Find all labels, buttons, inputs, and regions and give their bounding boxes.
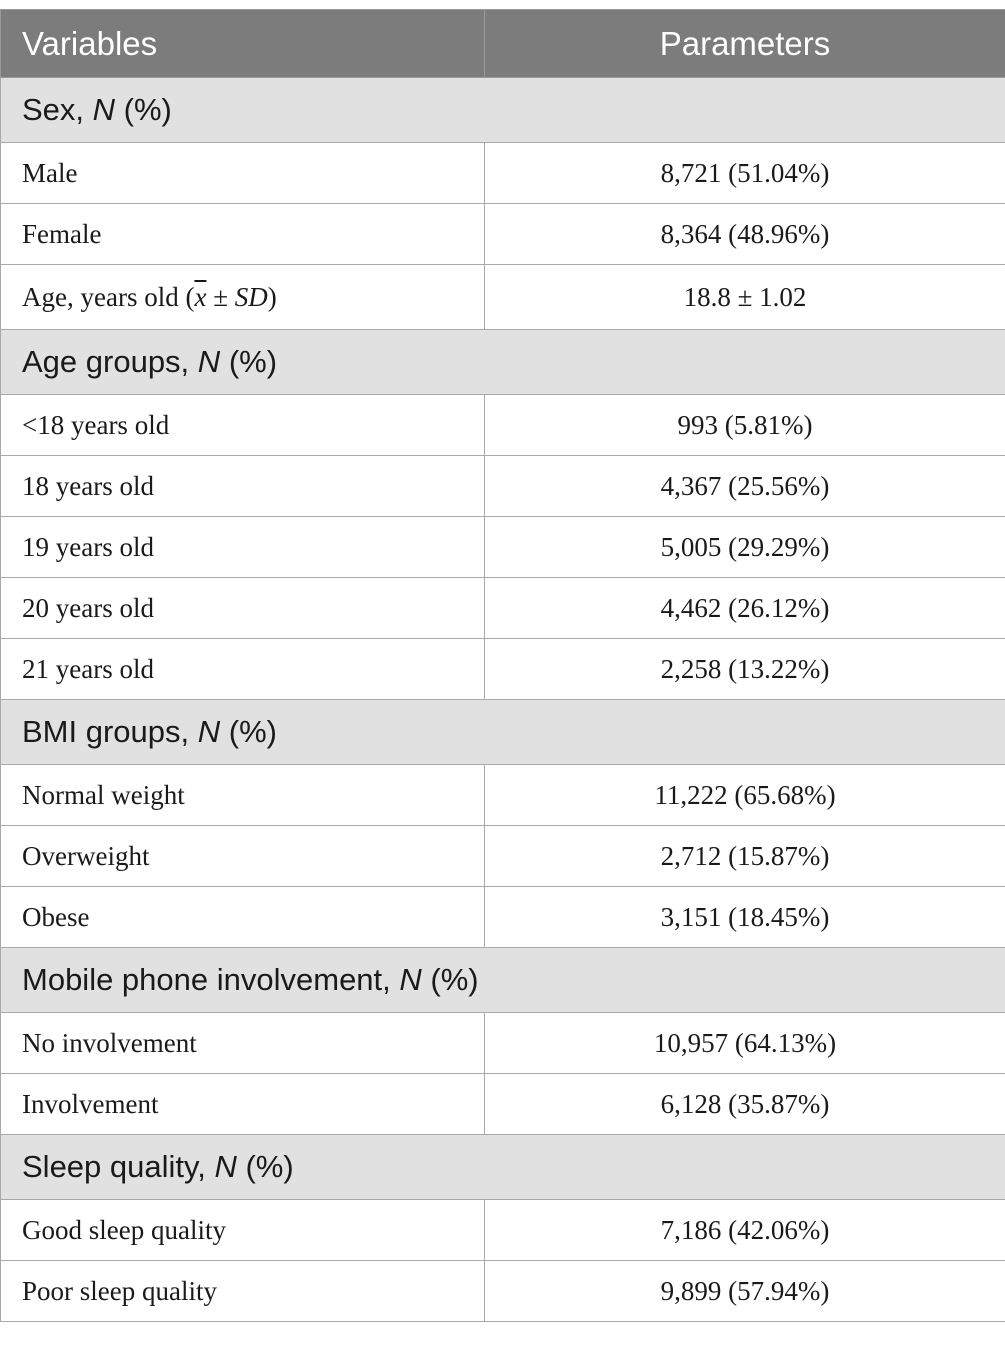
table-row — [1, 765, 1005, 826]
section-title-mobile: Mobile phone involvement, N (%) — [1, 948, 1005, 1013]
row-value: 6,128 (35.87%) — [485, 1074, 1005, 1135]
section-title-age-groups: Age groups, N (%) — [1, 330, 1005, 395]
table-row — [1, 826, 1005, 887]
row-label: Good sleep quality — [1, 1200, 485, 1261]
table-row — [1, 887, 1005, 948]
header-parameters: Parameters — [485, 10, 1005, 78]
row-label-age-mean: Age, years old $(\overline{x} \pm SD)$ — [1, 265, 485, 330]
row-label: 18 years old — [1, 456, 485, 517]
section-title-sleep: Sleep quality, N (%) — [1, 1135, 1005, 1200]
row-label: Obese — [1, 887, 485, 948]
row-label: <18 years old — [1, 395, 485, 456]
table-row — [1, 639, 1005, 700]
row-value: 993 (5.81%) — [485, 395, 1005, 456]
row-label: 19 years old — [1, 517, 485, 578]
section-row-sex — [1, 78, 1005, 143]
row-value: 10,957 (64.13%) — [485, 1013, 1005, 1074]
row-value-age-mean: 18.8 ± 1.02 — [485, 265, 1005, 330]
table-row — [1, 1261, 1005, 1322]
row-label: 21 years old — [1, 639, 485, 700]
section-row-bmi — [1, 700, 1005, 765]
header-variables: Variables — [1, 10, 485, 78]
row-value: 2,712 (15.87%) — [485, 826, 1005, 887]
row-value: 4,462 (26.12%) — [485, 578, 1005, 639]
section-row-sleep — [1, 1135, 1005, 1200]
row-value: 3,151 (18.45%) — [485, 887, 1005, 948]
row-label: Involvement — [1, 1074, 485, 1135]
section-row-age-groups — [1, 330, 1005, 395]
row-label: Poor sleep quality — [1, 1261, 485, 1322]
section-title-bmi: BMI groups, N (%) — [1, 700, 1005, 765]
row-label: Overweight — [1, 826, 485, 887]
table-row — [1, 1200, 1005, 1261]
row-value: 4,367 (25.56%) — [485, 456, 1005, 517]
table-row — [1, 204, 1005, 265]
section-title-sex: Sex, N (%) — [1, 78, 1005, 143]
section-row-mobile — [1, 948, 1005, 1013]
row-value: 8,364 (48.96%) — [485, 204, 1005, 265]
row-value: 11,222 (65.68%) — [485, 765, 1005, 826]
table-row — [1, 517, 1005, 578]
row-value: 2,258 (13.22%) — [485, 639, 1005, 700]
row-label: Female — [1, 204, 485, 265]
table-row-age-mean — [1, 265, 1005, 330]
table-row — [1, 456, 1005, 517]
row-value: 8,721 (51.04%) — [485, 143, 1005, 204]
header-row — [1, 10, 1005, 78]
table-row — [1, 395, 1005, 456]
demographics-table — [0, 9, 1005, 1322]
row-value: 9,899 (57.94%) — [485, 1261, 1005, 1322]
row-label: No involvement — [1, 1013, 485, 1074]
row-label: Normal weight — [1, 765, 485, 826]
row-label: Male — [1, 143, 485, 204]
row-value: 7,186 (42.06%) — [485, 1200, 1005, 1261]
table-row — [1, 578, 1005, 639]
table-row — [1, 1013, 1005, 1074]
row-label: 20 years old — [1, 578, 485, 639]
table-row — [1, 1074, 1005, 1135]
table-row — [1, 143, 1005, 204]
row-value: 5,005 (29.29%) — [485, 517, 1005, 578]
